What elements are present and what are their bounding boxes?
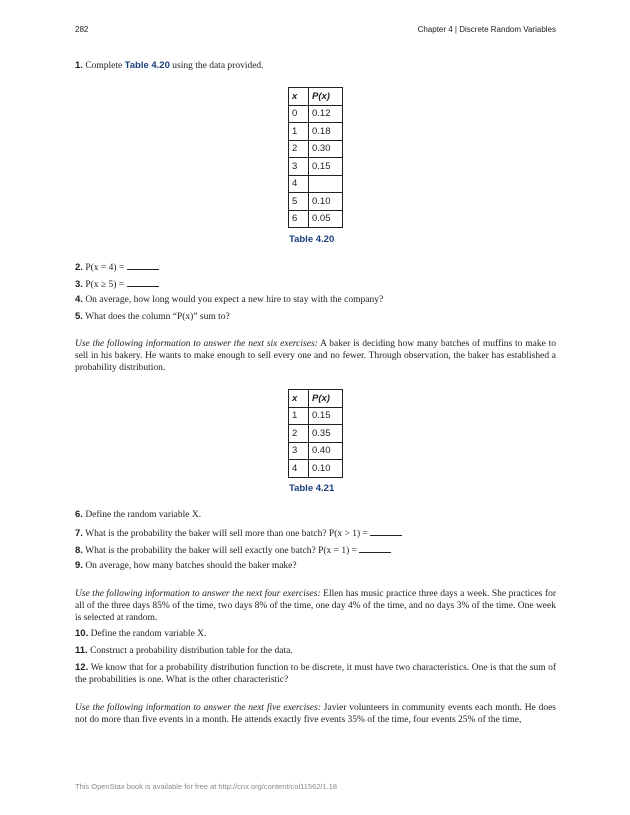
exercise-5 <box>75 311 230 323</box>
table-row <box>289 407 343 425</box>
exercise-number: 2. <box>75 262 83 273</box>
table-row <box>289 158 343 176</box>
exercise-6 <box>75 509 201 521</box>
cell-p: 0.15 <box>309 158 343 176</box>
answer-blank <box>370 526 402 536</box>
instruction-lead: Use the following information to answer the next six exercises: <box>75 339 318 349</box>
exercise-text: What is the probability the baker will sell exactly one batch? P(x = 1) = <box>85 546 358 556</box>
header-px: P(x) <box>309 390 343 408</box>
table-row <box>289 210 343 228</box>
header-x: x <box>289 88 309 106</box>
instruction-body: Ellen has music practice three days a week. She practices for all of the three days 85% of the time, two days 8% of the time, one day 4% of the time, and no days 3% of the time. One week is selected at random. <box>75 589 556 623</box>
cell-x: 2 <box>289 140 309 158</box>
cell-x: 0 <box>289 105 309 123</box>
instruction-paragraph <box>75 338 556 374</box>
answer-blank <box>359 543 391 553</box>
exercise-text: Define the random variable X. <box>85 510 202 520</box>
answer-blank <box>127 260 159 270</box>
cell-x: 4 <box>289 175 309 193</box>
exercise-3 <box>75 277 159 291</box>
exercise-10 <box>75 628 206 640</box>
instruction-body: Javier volunteers in community events each month. He does not do more than five events in a month. He attends exactly five events 35% of the time, four events 25% of the time, <box>75 703 556 725</box>
page-footer: This OpenStax book is available for free at http://cnx.org/content/col11562/1.18 <box>75 782 338 791</box>
chapter-header: Chapter 4 | Discrete Random Variables <box>417 25 556 34</box>
cell-p: 0.30 <box>309 140 343 158</box>
table-row <box>289 193 343 211</box>
table-header-row <box>289 88 343 106</box>
exercise-8 <box>75 543 391 557</box>
cell-p: 0.10 <box>309 193 343 211</box>
exercise-11 <box>75 645 293 657</box>
cell-p: 0.40 <box>309 442 343 460</box>
exercise-text: What does the column “P(x)” sum to? <box>85 312 230 322</box>
table-row <box>289 442 343 460</box>
cell-x: 1 <box>289 123 309 141</box>
cell-x: 3 <box>289 442 309 460</box>
table-caption: Table 4.21 <box>289 483 335 494</box>
cell-x: 5 <box>289 193 309 211</box>
cell-x: 1 <box>289 407 309 425</box>
exercise-number: 8. <box>75 545 83 556</box>
cell-x: 2 <box>289 425 309 443</box>
exercise-number: 11. <box>75 645 88 656</box>
exercise-1 <box>75 60 264 72</box>
cell-p: 0.15 <box>309 407 343 425</box>
cell-p-blank <box>309 175 343 193</box>
instruction-body: A baker is deciding how many batches of muffins to make to sell in his bakery. He wants to make enough to sell every one and no fewer. Through observation, the baker has established a probability distribution. <box>75 339 556 373</box>
table-4-21 <box>288 389 343 478</box>
table-row <box>289 105 343 123</box>
exercise-4 <box>75 294 383 306</box>
table-row <box>289 175 343 193</box>
cell-p: 0.05 <box>309 210 343 228</box>
exercise-number: 9. <box>75 560 83 571</box>
table-caption: Table 4.20 <box>289 234 335 245</box>
exercise-number: 4. <box>75 294 83 305</box>
table-row <box>289 140 343 158</box>
answer-blank <box>127 277 159 287</box>
table-row <box>289 460 343 478</box>
exercise-9 <box>75 560 297 572</box>
header-x: x <box>289 390 309 408</box>
exercise-text: We know that for a probability distribution function to be discrete, it must have two characteristics. One is that the sum of the probabilities is one. What is the other characteristic? <box>75 663 556 685</box>
cell-p: 0.10 <box>309 460 343 478</box>
header-px: P(x) <box>309 88 343 106</box>
cell-x: 4 <box>289 460 309 478</box>
cell-p: 0.18 <box>309 123 343 141</box>
cell-p: 0.35 <box>309 425 343 443</box>
exercise-text: using the data provided. <box>169 61 264 71</box>
cell-x: 6 <box>289 210 309 228</box>
exercise-text: P(x ≥ 5) = <box>85 280 125 290</box>
exercise-text: P(x = 4) = <box>85 263 125 273</box>
table-4-20 <box>288 87 343 228</box>
instruction-paragraph <box>75 702 556 726</box>
exercise-text: Complete <box>85 61 125 71</box>
page-number: 282 <box>75 25 89 34</box>
exercise-number: 10. <box>75 628 89 639</box>
exercise-number: 7. <box>75 528 83 539</box>
table-link[interactable]: Table 4.20 <box>124 60 170 71</box>
table-row <box>289 123 343 141</box>
exercise-text: Define the random variable X. <box>90 629 207 639</box>
exercise-number: 3. <box>75 279 83 290</box>
instruction-lead: Use the following information to answer the next four exercises: <box>75 589 321 599</box>
cell-p: 0.12 <box>309 105 343 123</box>
exercise-text: What is the probability the baker will sell more than one batch? P(x > 1) = <box>85 529 368 539</box>
exercise-number: 5. <box>75 311 83 322</box>
exercise-number: 1. <box>75 60 83 71</box>
cell-x: 3 <box>289 158 309 176</box>
instruction-paragraph <box>75 588 556 624</box>
exercise-7 <box>75 526 402 540</box>
exercise-number: 12. <box>75 662 89 673</box>
exercise-text: On average, how long would you expect a new hire to stay with the company? <box>85 295 384 305</box>
table-header-row <box>289 390 343 408</box>
exercise-text: On average, how many batches should the baker make? <box>85 561 297 571</box>
exercise-text: Construct a probability distribution table for the data. <box>90 646 293 656</box>
exercise-number: 6. <box>75 509 83 520</box>
exercise-12 <box>75 662 556 686</box>
instruction-lead: Use the following information to answer the next five exercises: <box>75 703 321 713</box>
table-row <box>289 425 343 443</box>
exercise-2 <box>75 260 159 274</box>
